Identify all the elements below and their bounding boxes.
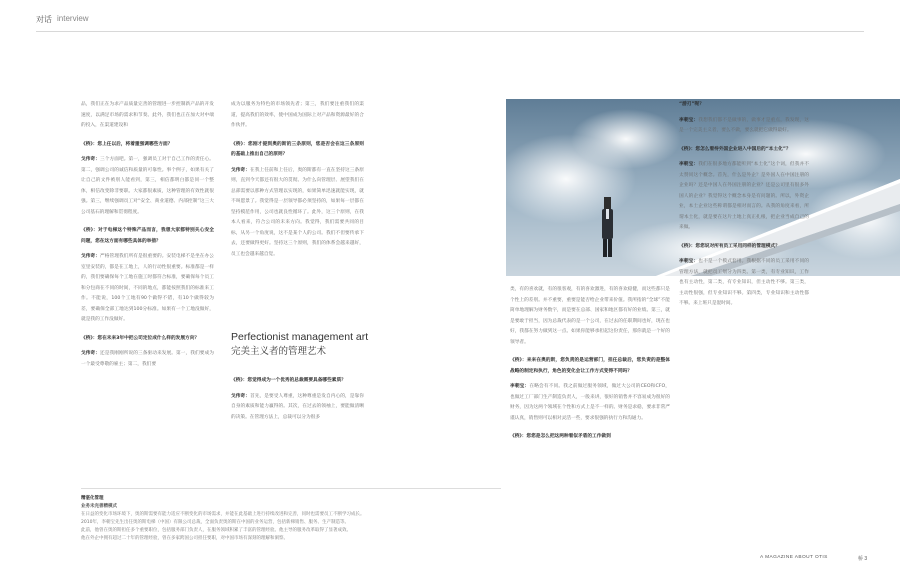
speaker-name: 李朝宝：: [510, 384, 530, 389]
question: 《桥》：您您是怎么把这两种看似矛盾的工作做到: [510, 434, 611, 439]
answer: [679, 257, 809, 310]
speaker-name: 戈伟奇：: [231, 167, 251, 173]
answer: [679, 116, 809, 137]
speaker-name: 李朝宝：: [679, 117, 699, 123]
text-column-4: [679, 100, 809, 315]
text-column-3: [510, 285, 670, 448]
answer: [81, 252, 214, 326]
answer-text: 严格管理我们所有是很重要的。安装电梯不是坐在办公室里安装的，都是在工地上，人的行动性很重要。标准都是一样的，我们要确保每个工地在施工时都符合标准，要确保每个员工和分包商在不同的时间，不同的地点，都能按照我们的标准来工作。不能说，100个工地有90个做得不错，有10个做得较为差，要确保全部工地达到100分标准。如果有一个工地没做好，就是我的工作没做好。: [81, 254, 214, 322]
question: 《桥》：您怎么看待外国企业进入中国后的“本土化”？: [679, 146, 791, 152]
answer: [679, 160, 809, 234]
answer-text: 三个方面吧。第一，强调员工对于自己工作的责任心。第二，强调公司的诚信和质量的可靠性。事个例子，如果有关了让自己的文件被别人能看到，第三，相信都明白都是同一个整体，相信改变除非要职。大家都很素质，这种管理的有效性就很强。第三，继续强调员工对“安全、商业道德、内部控制”这三大公司基石的理解和贯彻程度。: [81, 157, 214, 215]
answer: [81, 349, 214, 370]
paragraph: 类，有的喜欢就，有的很客观，有的喜欢激进，有的喜欢稳健，而这些都只是个性上的差别。并不重要，重要是能否给企业带来价值。我所指的“全球”不能简单地理解为财务数字，而是要在总部、国家和地区都有好的业绩。第三，就是要敢于担当，因为总裁代表的是一个公司，在过去的任职期间也好，现在也好，我都在努力做到这一点。如果你能够承担起这份责任，那你就是一个好的领导者。: [510, 287, 670, 345]
speaker-name: 李朝宝：: [679, 259, 699, 264]
bio-box: [81, 495, 501, 543]
section-heading-en: Perfectionist management art: [231, 331, 369, 343]
question: 《桥》：您刚才提到奥的斯的三条原则，您是否会在这三条原则的基础上推出自己的原则？: [231, 141, 364, 157]
section-heading-zh: 完美主义者的管理艺术: [231, 346, 327, 357]
section-label-en: interview: [57, 14, 89, 23]
answer-text: 在略会有不同。我之前做过服务领域，做过大公司的CEO和CFO，也做过工厂部门生产制造负责人，一般来讲，很好的销售并不容易成为很好的财务，因为这两个领域在个性和方式上是不一样的。财务是求稳，要求非常严谨认真，销售则可以相对灵活一些，要求很强的执行力和沟通力。: [510, 384, 670, 421]
answer: [231, 166, 364, 261]
bio-line: 此前，他曾在奥的斯担任多个重要职位，包括服务部门负责人，在服务领域积累了丰富的管理经验。他主导的服务改革取得了显著成效。: [81, 528, 351, 533]
speaker-name: 戈伟奇：: [81, 351, 101, 356]
answer: [510, 382, 670, 424]
answer-text: 还是我刚刚所说的三条驱动来发展。第一，我们要成为一个最受尊敬的雇主；第二，我们要: [81, 351, 214, 367]
speaker-name: 戈伟奇：: [231, 393, 251, 399]
bio-divider: [81, 488, 501, 489]
question: 《桥》：来来在奥的斯，您负责的是运营部门，担任总裁后，您负责的是整体战略的制定和执行，角色的变化会让工作方式变得不同吗？: [510, 358, 670, 374]
bio-title: 精湛化管理: [81, 496, 104, 501]
question: 《桥》：对于电梯这个特殊产品而言，我想大家都特别关心安全问题，您在这方面有哪些具体的举措？: [81, 228, 214, 244]
bio-subtitle: 业务未完善精模式: [81, 504, 117, 509]
text-column-2b: [231, 368, 364, 428]
answer-text: 首先，是要受人尊重，这种尊重是发自内心的，是靠你自身的素质和能力赢得的。其次，在过去的领袖上，要能做清晰的决策。在管理方法上，总裁可以分为很多: [231, 393, 364, 420]
bio-line: 他在外企中拥有超过二十年的管理经验，曾在多家跨国公司担任要职，对中国市场有深刻的理解和洞察。: [81, 536, 288, 541]
speaker-name: 李朝宝：: [679, 162, 699, 167]
page-number: 桥 3: [858, 556, 868, 562]
answer: [231, 392, 364, 424]
answer-text: 在我上任前和上任后，奥的斯都有一直在坚持这三条原则，直到今天都还有很大的贯彻。为什么向管理层、展望我们在总部需要以那种方式管理以实现的，如果简单迅速就能实现，就不叫愿景了。我觉得是一层领导都必须坚持的，如果每一层都在坚持模范作用，公司也就良性循环了。此外，这三个原则，在我本人看来，符合公司的未来方向。我觉得，我们需要共同的目标，从另一个角度说，这不是某个人的公司。我们不但要传承下去，还要做得更好。坚持这三个原则，我们的体系会越来越好，员工也会越来越自觉。: [231, 167, 364, 257]
question: 《桥》：您上任以后，将着重强调哪些方面？: [81, 141, 173, 147]
bio-line: 在日益的变化市场环境下，奥的斯需要有能力适应不断变化的市场需求，并能在此基础上进行持续改进和完善，同时也需要员工不断学习成长。: [81, 512, 365, 517]
top-rule: [36, 31, 864, 32]
question: 《桥》：您觉得成为一个优秀的总裁需要具备哪些素质？: [231, 378, 346, 383]
section-heading: [231, 331, 381, 358]
paragraph: 成为以服务为特色的市场领先者；第三，我们要注重我们的渠道，提高我们的效率，使中国成为国际上对产品和资源最好的合作伙伴。: [231, 102, 364, 128]
question: 《桥》：您您说对所有员工采用同样的管理模式？: [679, 243, 780, 249]
speaker-name: 戈伟奇：: [81, 254, 101, 259]
question: “游刃”呢？: [679, 102, 704, 107]
question: 《桥》：您在未来3年中把公司定位成什么样的发展方向？: [81, 335, 200, 341]
answer-text: 我们在很多地方都能听到“本土化”这个词，但我并不太赞同这个概念。首先，什么是外企？是外国人在中国注册的企业吗？还是中国人在外国注册的企业？还是公司里有很多外国人的企业？我觉得这个概念本身是有问题的。所以，外资企业，本土企业这些称谓都是相对而言的。从我的角度来看，所谓本土化，就是要在这片土地上真正扎根，把企业当成自己的来做。: [679, 162, 809, 230]
speaker-name: 戈伟奇：: [81, 157, 101, 162]
answer-text: 我想我们都不是做事的，做事才是重点，我发现，这是一个完美主义者，要么不做，要么就把它做得最好。: [679, 117, 809, 133]
answer: [81, 155, 214, 218]
footer-brand: A MAGAZINE ABOUT OTIS: [760, 555, 828, 560]
text-column-2: [231, 100, 364, 265]
bio-line: 2010年，李朝宝先生出任奥的斯电梯（中国）有限公司总裁，全面负责奥的斯在中国的业务运营，包括新梯销售、服务、生产制造等。: [81, 520, 349, 525]
text-column-1: [81, 100, 214, 375]
section-label: 对话: [36, 15, 52, 24]
paragraph: 品，我们正在为求产品质量完善的管理进一步控制新产品的开发速度，以满足市场的需求和节奏。此外，我们也正在加大对中端的投入，在渠道建设和: [81, 102, 214, 128]
answer-text: 也不是一个模式套用。我根据不同的员工采用不同的管理方法，就把员工划分为四类。第一类，有专业知识，工作也有主动性，第二类，有专业知识，但主动性不够。第三类，主动性很强，但专业知识不够。第四类，专业知识和主动性都不够。来上班只是混时间。: [679, 259, 809, 306]
